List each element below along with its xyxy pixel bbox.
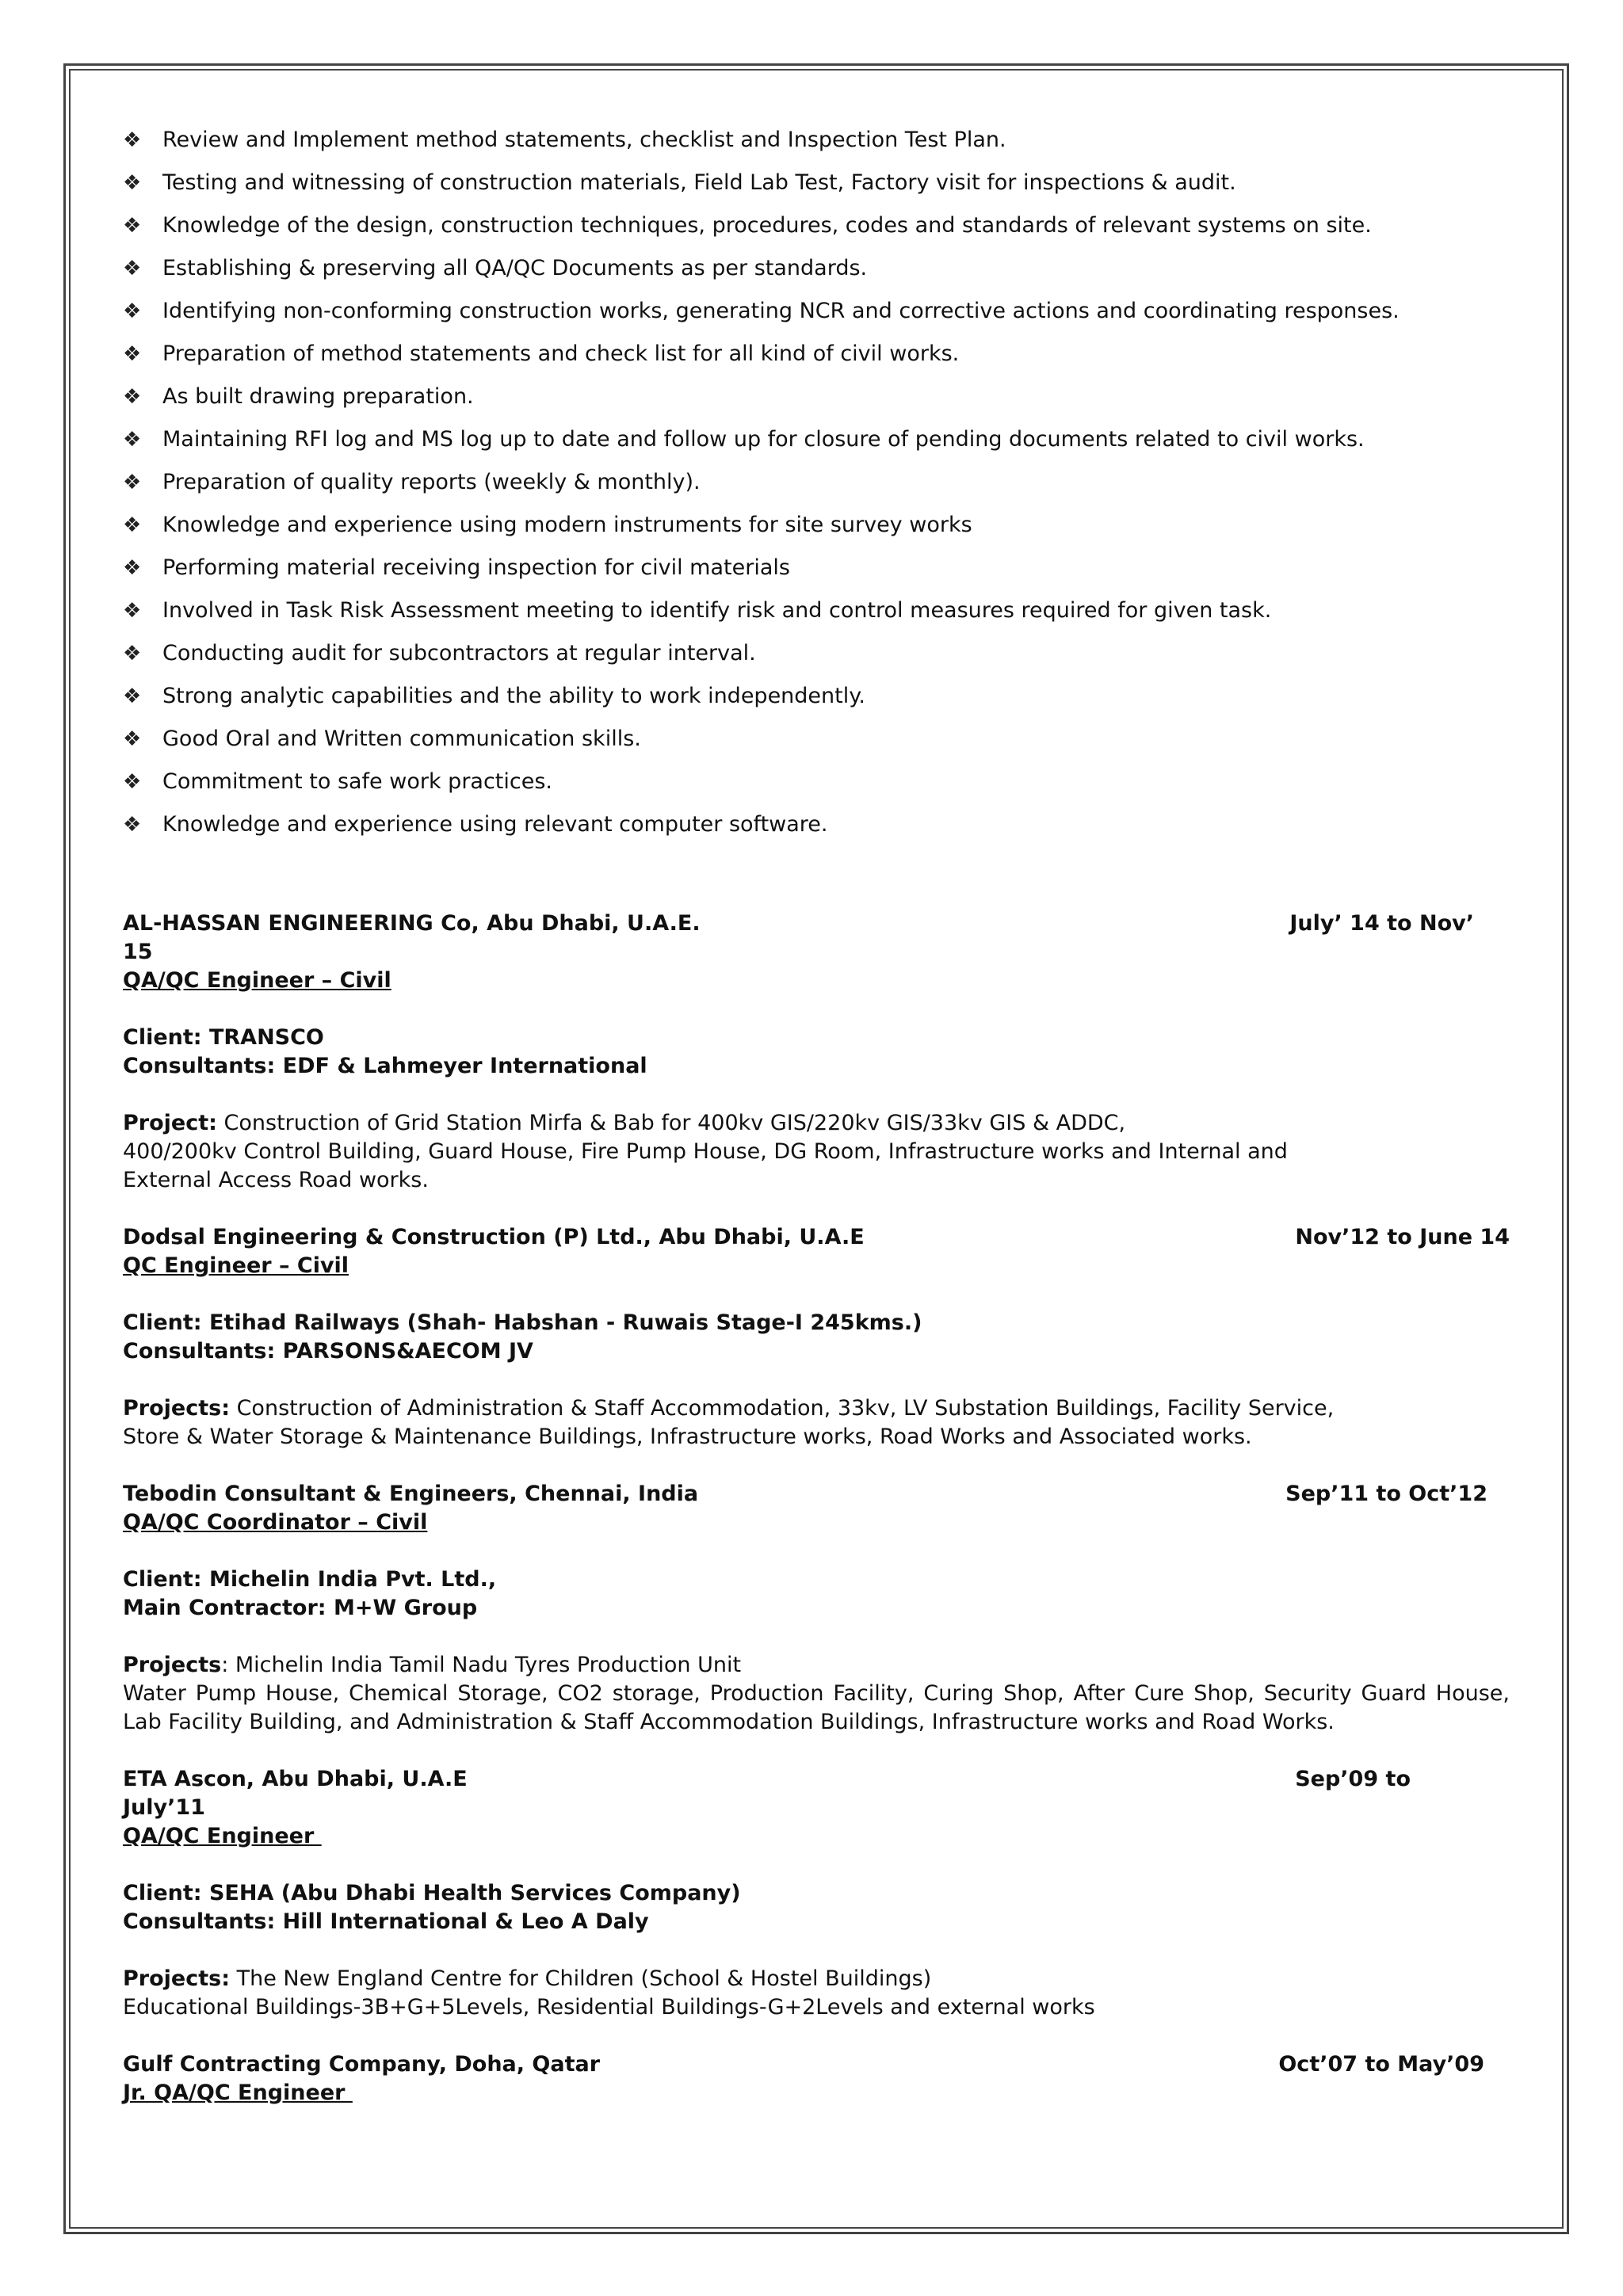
job-dates-continued: July’11 bbox=[123, 1795, 205, 1820]
diamond-bullet-icon: ❖ bbox=[123, 257, 142, 280]
diamond-bullet-icon: ❖ bbox=[123, 685, 142, 708]
job-eta-ascon bbox=[123, 1765, 1510, 2022]
resume-page bbox=[123, 119, 1510, 2107]
job-role: Jr. QA/QC Engineer bbox=[123, 2081, 353, 2105]
consultants: Consultants: PARSONS&AECOM JV bbox=[123, 1339, 533, 1363]
diamond-bullet-icon: ❖ bbox=[123, 727, 142, 751]
company-name: Tebodin Consultant & Engineers, Chennai, India bbox=[123, 1482, 699, 1506]
diamond-bullet-icon: ❖ bbox=[123, 513, 142, 537]
job-header bbox=[123, 2050, 1510, 2079]
job-header bbox=[123, 1480, 1510, 1508]
job-role: QA/QC Engineer bbox=[123, 1824, 322, 1848]
list-item: ❖ Conducting audit for subcontractors at regular interval. bbox=[123, 632, 1510, 675]
project-label: Project: bbox=[123, 1111, 217, 1135]
project-label: Projects bbox=[123, 1653, 222, 1677]
diamond-bullet-icon: ❖ bbox=[123, 770, 142, 794]
job-header bbox=[123, 1765, 1510, 1794]
project-description: Project: Construction of Grid Station Mirfa & Bab for 400kv GIS/220kv GIS/33kv GIS & ADDC, 400/200kv Control Building, Guard House, Fire Pump House, DG Room, Infrastructure works and Internal and External Access Road works. bbox=[123, 1111, 1288, 1192]
list-item: ❖ Involved in Task Risk Assessment meeting to identify risk and control measures required for given task. bbox=[123, 589, 1510, 632]
job-role: QC Engineer – Civil bbox=[123, 1253, 349, 1278]
client: Client: TRANSCO bbox=[123, 1025, 324, 1050]
diamond-bullet-icon: ❖ bbox=[123, 471, 142, 494]
list-item: ❖ Commitment to safe work practices. bbox=[123, 761, 1510, 803]
list-item: ❖ Review and Implement method statements, checklist and Inspection Test Plan. bbox=[123, 119, 1510, 162]
project-description: Projects: Construction of Administration & Staff Accommodation, 33kv, LV Substation Buildings, Facility Service, Store & Water Storage & Maintenance Buildings, Infrastructure works, Road Works and Associated works. bbox=[123, 1396, 1335, 1449]
list-item: ❖ Establishing & preserving all QA/QC Documents as per standards. bbox=[123, 247, 1510, 290]
client: Client: Etihad Railways (Shah- Habshan - Ruwais Stage-I 245kms.) bbox=[123, 1310, 922, 1335]
job-dates: Sep’09 to bbox=[1295, 1767, 1411, 1791]
company-name: AL-HASSAN ENGINEERING Co, Abu Dhabi, U.A.E. bbox=[123, 911, 701, 936]
job-dodsal bbox=[123, 1223, 1510, 1451]
job-gulf-contracting bbox=[123, 2050, 1510, 2107]
job-dates-continued: 15 bbox=[123, 940, 153, 964]
job-al-hassan bbox=[123, 910, 1510, 1195]
diamond-bullet-icon: ❖ bbox=[123, 128, 142, 152]
list-item: ❖ Strong analytic capabilities and the ability to work independently. bbox=[123, 675, 1510, 718]
diamond-bullet-icon: ❖ bbox=[123, 642, 142, 666]
project-label: Projects: bbox=[123, 1966, 230, 1991]
job-role: QA/QC Coordinator – Civil bbox=[123, 1510, 428, 1535]
diamond-bullet-icon: ❖ bbox=[123, 385, 142, 409]
spacer bbox=[123, 846, 1510, 910]
job-header bbox=[123, 910, 1510, 938]
job-dates: Oct’07 to May’09 bbox=[1278, 2052, 1484, 2077]
diamond-bullet-icon: ❖ bbox=[123, 428, 142, 452]
list-item: ❖ Maintaining RFI log and MS log up to date and follow up for closure of pending documents related to civil works. bbox=[123, 418, 1510, 461]
diamond-bullet-icon: ❖ bbox=[123, 171, 142, 195]
job-dates: July’ 14 to Nov’ bbox=[1289, 911, 1474, 936]
company-name: Dodsal Engineering & Construction (P) Ltd., Abu Dhabi, U.A.E bbox=[123, 1225, 865, 1249]
client: Client: SEHA (Abu Dhabi Health Services Company) bbox=[123, 1881, 741, 1905]
diamond-bullet-icon: ❖ bbox=[123, 556, 142, 580]
list-item: ❖ Testing and witnessing of construction materials, Field Lab Test, Factory visit for inspections & audit. bbox=[123, 162, 1510, 204]
job-role: QA/QC Engineer – Civil bbox=[123, 968, 391, 993]
diamond-bullet-icon: ❖ bbox=[123, 214, 142, 238]
list-item: ❖ Good Oral and Written communication skills. bbox=[123, 718, 1510, 761]
job-dates: Sep’11 to Oct’12 bbox=[1285, 1482, 1487, 1506]
list-item: ❖ Knowledge and experience using modern instruments for site survey works bbox=[123, 504, 1510, 547]
list-item: ❖ Preparation of method statements and check list for all kind of civil works. bbox=[123, 333, 1510, 376]
job-header bbox=[123, 1223, 1510, 1252]
diamond-bullet-icon: ❖ bbox=[123, 299, 142, 323]
diamond-bullet-icon: ❖ bbox=[123, 342, 142, 366]
list-item: ❖ Performing material receiving inspection for civil materials bbox=[123, 547, 1510, 589]
main-contractor: Main Contractor: M+W Group bbox=[123, 1596, 478, 1620]
consultants: Consultants: Hill International & Leo A Daly bbox=[123, 1909, 649, 1934]
list-item: ❖ Knowledge and experience using relevant computer software. bbox=[123, 803, 1510, 846]
project-label: Projects: bbox=[123, 1396, 230, 1421]
list-item: ❖ Knowledge of the design, construction techniques, procedures, codes and standards of relevant systems on site. bbox=[123, 204, 1510, 247]
project-description: Projects: Michelin India Tamil Nadu Tyres Production Unit Water Pump House, Chemical Storage, CO2 storage, Production Facility, Curing Shop, After Cure Shop, Security Guard House, Lab Facility Building, and Administration & Staff Accommodation Buildings, Infrastructure works and Road Works. bbox=[123, 1653, 1510, 1734]
responsibilities-list bbox=[123, 119, 1510, 846]
job-tebodin bbox=[123, 1480, 1510, 1737]
consultants: Consultants: EDF & Lahmeyer International bbox=[123, 1054, 647, 1078]
project-description: Projects: The New England Centre for Children (School & Hostel Buildings) Educational Buildings-3B+G+5Levels, Residential Buildings-G+2Levels and external works bbox=[123, 1966, 1095, 2019]
diamond-bullet-icon: ❖ bbox=[123, 813, 142, 837]
company-name: Gulf Contracting Company, Doha, Qatar bbox=[123, 2052, 601, 2077]
company-name: ETA Ascon, Abu Dhabi, U.A.E bbox=[123, 1767, 468, 1791]
client: Client: Michelin India Pvt. Ltd., bbox=[123, 1567, 497, 1592]
list-item: ❖ As built drawing preparation. bbox=[123, 376, 1510, 418]
job-dates: Nov’12 to June 14 bbox=[1295, 1225, 1510, 1249]
diamond-bullet-icon: ❖ bbox=[123, 599, 142, 623]
list-item: ❖ Identifying non-conforming construction works, generating NCR and corrective actions and coordinating responses. bbox=[123, 290, 1510, 333]
list-item: ❖ Preparation of quality reports (weekly & monthly). bbox=[123, 461, 1510, 504]
